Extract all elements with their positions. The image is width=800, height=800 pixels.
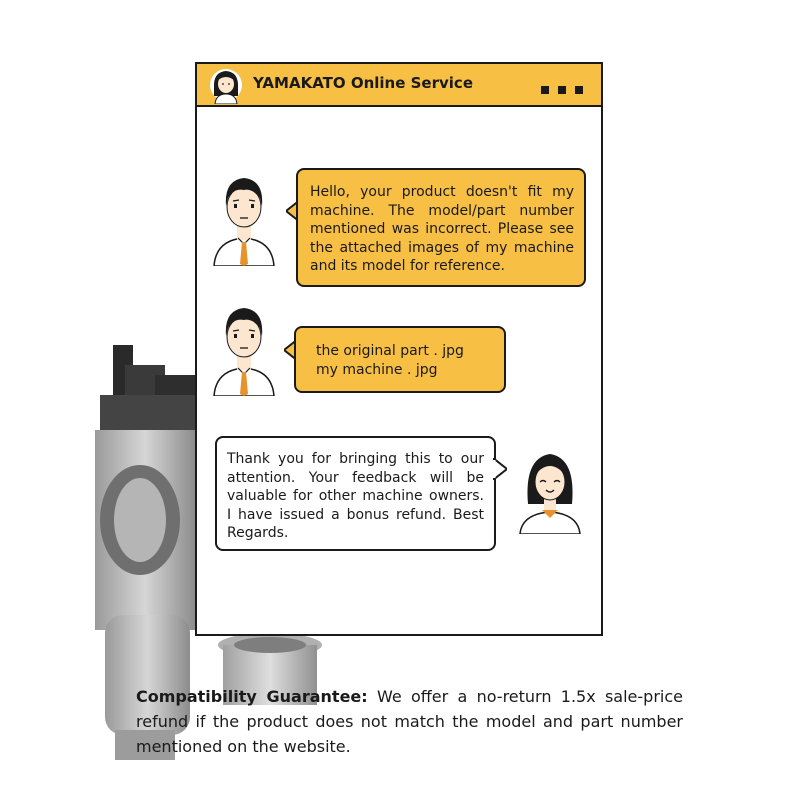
support-agent-avatar-icon <box>516 448 584 534</box>
attachment-link[interactable]: my machine . jpg <box>316 361 438 378</box>
chat-title: YAMAKATO Online Service <box>253 74 473 92</box>
menu-dot <box>541 86 549 94</box>
support-agent-avatar-icon <box>209 66 243 104</box>
more-options-icon[interactable] <box>541 86 583 94</box>
bubble-tail <box>493 458 507 480</box>
message-text: Thank you for bringing this to our attention. Your feedback will be valuable for other machine owners. I have issued a bonus refund. Best Regards. <box>227 451 484 541</box>
customer-avatar-icon <box>212 174 276 266</box>
guarantee-label: Compatibility Guarantee: <box>136 687 368 706</box>
attachments-bubble <box>294 326 506 393</box>
compatibility-guarantee <box>136 684 683 759</box>
guarantee-text: We offer a no-return 1.5x sale-price refund if the product does not match the model and part number mentioned on the website. <box>136 687 683 756</box>
menu-dot <box>575 86 583 94</box>
attachment-link[interactable]: the original part . jpg <box>316 343 464 359</box>
message-text: Hello, your product doesn't fit my machine. The model/part number mentioned was incorrect. Please see the attached images of my machine and its model for reference. <box>310 184 574 274</box>
customer-avatar-icon <box>212 304 276 396</box>
message-bubble-support <box>215 436 496 551</box>
menu-dot <box>558 86 566 94</box>
chat-header <box>197 64 601 107</box>
message-bubble-customer <box>296 168 586 287</box>
